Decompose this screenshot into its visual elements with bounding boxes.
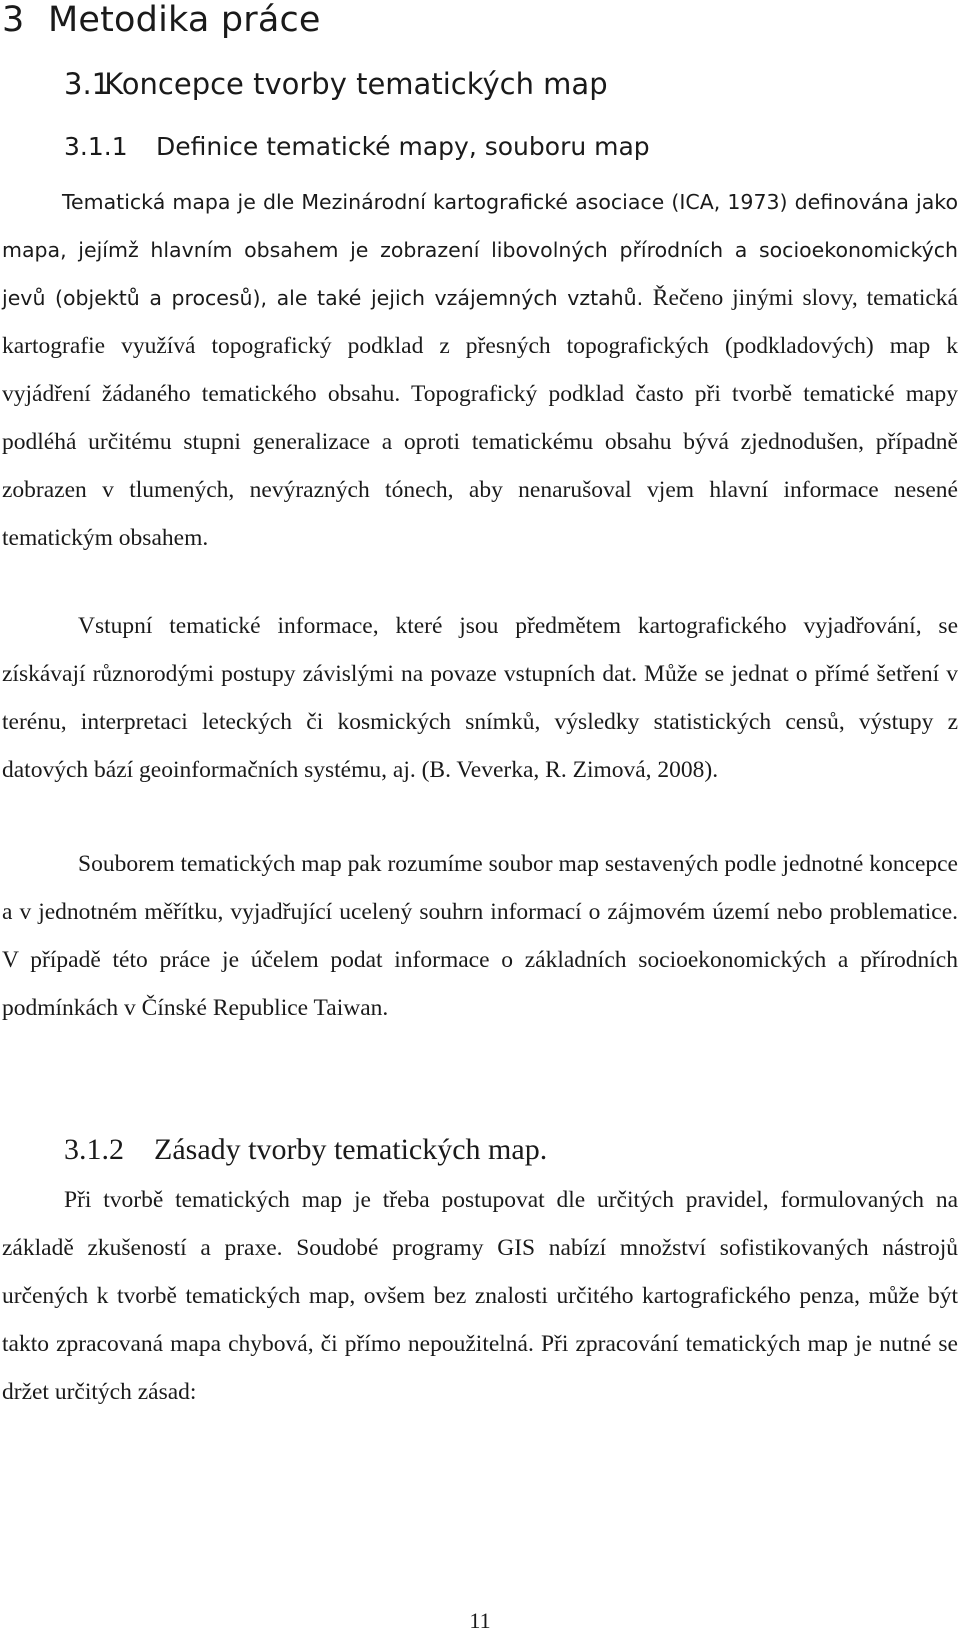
paragraph-ica-definition xyxy=(2,178,958,562)
subsection-title: Definice tematické mapy, souboru map xyxy=(156,132,650,161)
chapter-heading xyxy=(2,0,321,40)
chapter-title: Metodika práce xyxy=(48,0,321,40)
paragraph-rules: Při tvorbě tematických map je třeba postupovat dle určitých pravidel, formulovaných na základě zkušeností a praxe. Soudobé programy GIS nabízí množství sofistikovaných nástrojů určených k tvorbě tematických map, ovšem bez znalosti určitého kartografického penza, může být takto zpracovaná mapa chybová, či přímo nepoužitelná. Při zpracování tematických map je nutné se držet určitých zásad: xyxy=(2,1187,958,1405)
subsection-heading xyxy=(64,132,650,161)
section-heading xyxy=(64,67,608,101)
paragraph-text: Řečeno jinými slovy, tematická kartografie využívá topografický podklad z přesných topografických (podkladových) map k vyjádření žádaného tematického obsahu. Topografický podklad často při tvorbě tematické mapy podléhá určitému stupni generalizace a oproti tematickému obsahu bývá zjednodušen, případně zobrazen v tlumených, nevýrazných tónech, aby nenarušoval vjem hlavní informace nesené tematickým obsahem. xyxy=(2,285,958,551)
subsection-number: 3.1.2 xyxy=(64,1133,124,1166)
section-title: Koncepce tvorby tematických map xyxy=(104,67,608,101)
paragraph-input-information: Vstupní tematické informace, které jsou předmětem kartografického vyjadřování, se získávají různorodými postupy závislými na povaze vstupních dat. Může se jednat o přímé šetření v terénu, interpretaci leteckých či kosmických snímků, výsledky statistických censů, výstupy z datových bází geoinformačních systému, aj. (B. Veverka, R. Zimová, 2008). xyxy=(2,613,958,783)
subsection-heading xyxy=(64,1133,547,1167)
chapter-number: 3 xyxy=(2,0,25,40)
paragraph-text: Tematická mapa je dle Mezinárodní kartografické asociace (ICA, 1973) definována jako mapa, jejímž hlavním obsahem je zobrazení libovolných přírodních a socioekonomických jevů (objektů a procesů), ale také jejich vzájemných vztahů. xyxy=(2,190,958,310)
subsection-number: 3.1.1 xyxy=(64,132,128,161)
subsection-title: Zásady tvorby tematických map. xyxy=(154,1133,548,1166)
paragraph-map-set: Souborem tematických map pak rozumíme soubor map sestavených podle jednotné koncepce a v jednotném měřítku, vyjadřující ucelený souhrn informací o zájmovém území nebo problematice. V případě této práce je účelem podat informace o základních socioekonomických a přírodních podmínkách v Čínské Republice Taiwan. xyxy=(2,851,958,1021)
page-number: 11 xyxy=(469,1608,491,1633)
section-number: 3.1 xyxy=(64,67,111,101)
